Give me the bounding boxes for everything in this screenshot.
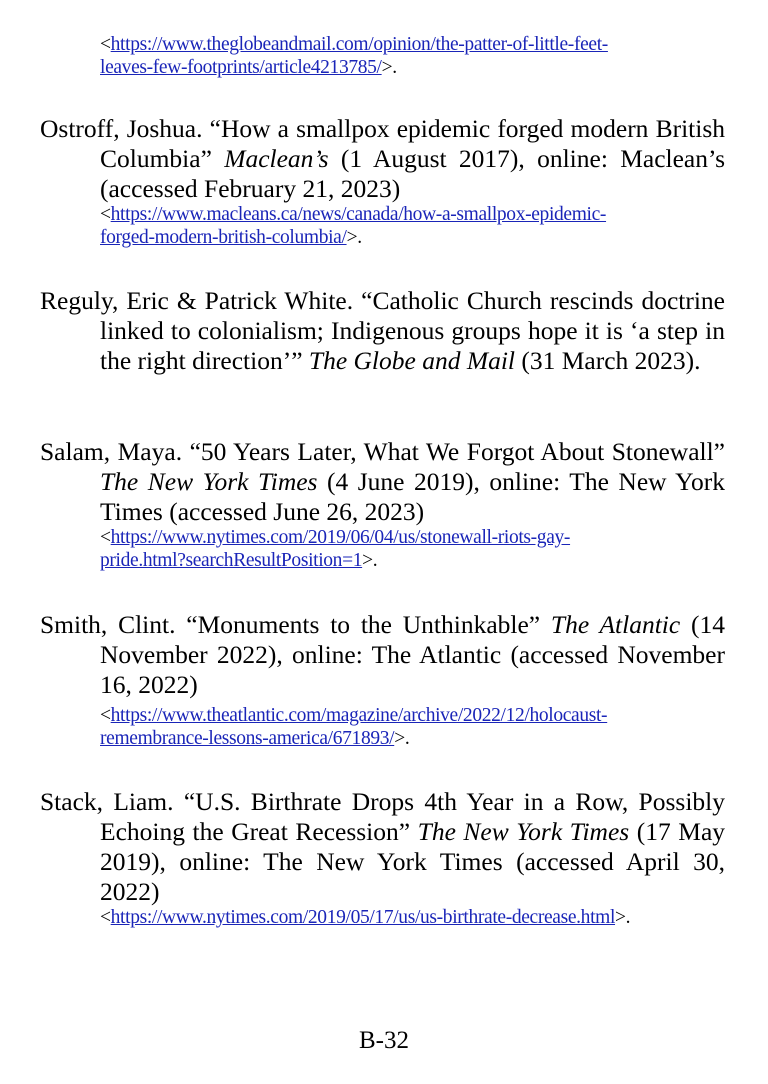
entry-url: <https://www.nytimes.com/2019/05/17/us/us-birthrate-decrease.html>. [100, 907, 631, 928]
entry-citation [40, 610, 725, 700]
bibliography-entry [40, 610, 725, 750]
entry-publication: Maclean’s [224, 144, 329, 173]
entry-author: Salam, Maya. [40, 437, 183, 466]
entry-details: (4 June 2019), online: The New York Times (accessed June 26, 2023) [100, 467, 725, 526]
entry-details: (17 May 2019), online: The New York Times (accessed April 30, 2022) [100, 817, 726, 906]
entry-title: “Monuments to the Unthinkable” [186, 610, 541, 639]
entry-url: <https://www.nytimes.com/2019/06/04/us/stonewall-riots-gay- pride.html?searchResultPosition=1>. [100, 527, 571, 571]
macleans-link[interactable]: https://www.macleans.ca/news/canada/how-a-smallpox-epidemic- forged-modern-british-columbia/ [100, 204, 607, 248]
entry-citation [40, 114, 725, 204]
entry-author: Stack, Liam. [40, 787, 174, 816]
bibliography-entry [40, 787, 725, 930]
entry-details: (1 August 2017), online: Maclean’s (accessed February 21, 2023) [100, 144, 725, 203]
entry-author: Smith, Clint. [40, 610, 176, 639]
entry-title: “50 Years Later, What We Forgot About Stonewall” [189, 437, 726, 466]
continued-url: <https://www.theglobeandmail.com/opinion/the-patter-of-little-feet- leaves-few-footprints/article4213785/>. [100, 34, 608, 78]
entry-title: “Catholic Church rescinds doctrine linked to colonialism; Indigenous groups hope it is ‘a step in the right direction’” [100, 286, 725, 375]
entry-details: (31 March 2023). [521, 346, 701, 375]
entry-publication: The New York Times [417, 817, 630, 846]
entry-citation [40, 286, 725, 376]
entry-citation [40, 437, 725, 527]
bibliography-entry [40, 286, 725, 376]
entry-url: <https://www.theatlantic.com/magazine/archive/2022/12/holocaust- remembrance-lessons-america/671893/>. [100, 705, 608, 749]
nytimes-birthrate-link[interactable]: https://www.nytimes.com/2019/05/17/us/us-birthrate-decrease.html [110, 907, 616, 928]
entry-publication: The New York Times [100, 467, 318, 496]
nytimes-stonewall-link[interactable]: https://www.nytimes.com/2019/06/04/us/stonewall-riots-gay- pride.html?searchResultPosition=1 [100, 527, 571, 571]
entry-publication: The Atlantic [550, 610, 681, 639]
entry-citation [40, 787, 725, 907]
entry-author: Reguly, Eric & Patrick White. [40, 286, 354, 315]
page-number: B-32 [359, 1027, 409, 1054]
entry-author: Ostroff, Joshua. [40, 114, 203, 143]
entry-details: (14 November 2022), online: The Atlantic (accessed November 16, 2022) [100, 610, 725, 699]
entry-title: “U.S. Birthrate Drops 4th Year in a Row, Possibly Echoing the Great Recession” [100, 787, 726, 846]
globe-and-mail-link[interactable]: https://www.theglobeandmail.com/opinion/the-patter-of-little-feet- leaves-few-footprints/article4213785/ [100, 34, 608, 78]
entry-publication: The Globe and Mail [308, 346, 515, 375]
bibliography-entry [40, 114, 725, 249]
entry-title: “How a smallpox epidemic forged modern British Columbia” [100, 114, 725, 173]
bibliography-entry [40, 437, 725, 572]
entry-url: <https://www.macleans.ca/news/canada/how-a-smallpox-epidemic- forged-modern-british-columbia/>. [100, 204, 607, 248]
atlantic-link[interactable]: https://www.theatlantic.com/magazine/archive/2022/12/holocaust- remembrance-lessons-america/671893/ [100, 705, 608, 749]
